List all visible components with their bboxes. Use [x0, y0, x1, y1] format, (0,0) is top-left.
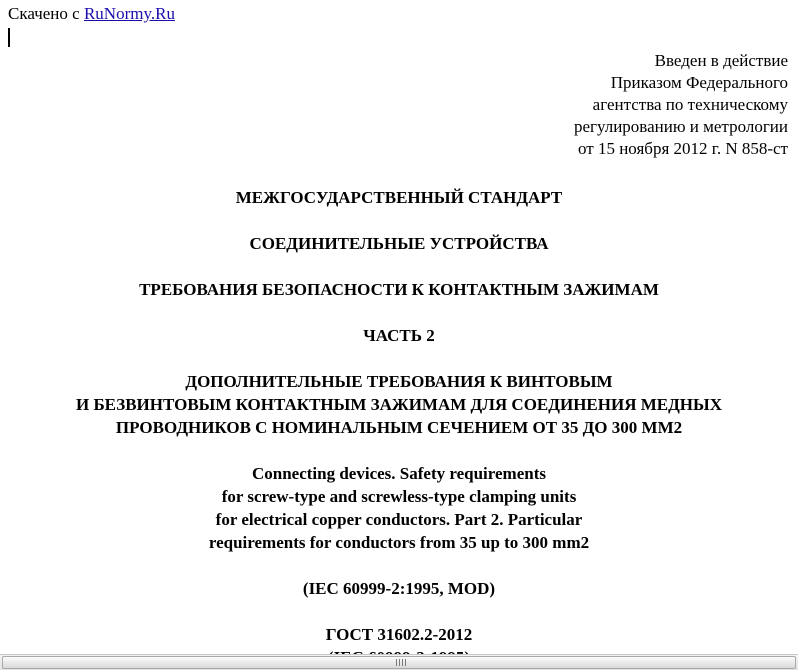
title-main-heading: СОЕДИНИТЕЛЬНЫЕ УСТРОЙСТВА	[249, 234, 549, 253]
title-sub-heading: ТРЕБОВАНИЯ БЕЗОПАСНОСТИ К КОНТАКТНЫМ ЗАЖИМАМ	[139, 280, 659, 299]
download-prefix: Скачено с	[8, 4, 84, 23]
enactment-block	[574, 50, 788, 160]
english-title-line: for screw-type and screwless-type clamping units	[221, 487, 577, 506]
gost-number: ГОСТ 31602.2-2012	[325, 625, 473, 644]
english-title-line: requirements for conductors from 35 up to 300 mm2	[208, 533, 590, 552]
text-cursor	[8, 28, 10, 47]
enactment-line: регулированию и метрологии	[573, 117, 788, 136]
english-title-line: for electrical copper conductors. Part 2. Particular	[215, 510, 583, 529]
english-title-block	[0, 462, 798, 554]
standard-type-heading: МЕЖГОСУДАРСТВЕННЫЙ СТАНДАРТ	[235, 188, 563, 207]
part-title-line: И БЕЗВИНТОВЫМ КОНТАКТНЫМ ЗАЖИМАМ ДЛЯ СОЕДИНЕНИЯ МЕДНЫХ	[75, 395, 723, 414]
scrollbar-thumb[interactable]	[2, 656, 796, 669]
enactment-line: Введен в действие	[654, 51, 788, 70]
grip-icon	[396, 659, 406, 666]
part-title-line: ДОПОЛНИТЕЛЬНЫЕ ТРЕБОВАНИЯ К ВИНТОВЫМ	[185, 372, 613, 391]
enactment-line: агентства по техническому	[592, 95, 788, 114]
english-title-line: Connecting devices. Safety requirements	[251, 464, 546, 483]
part-title-block	[0, 370, 798, 439]
part-title-line: ПРОВОДНИКОВ С НОМИНАЛЬНЫМ СЕЧЕНИЕМ ОТ 35 ДО 300 ММ2	[115, 418, 683, 437]
enactment-line: Приказом Федерального	[610, 73, 788, 92]
enactment-line: от 15 ноября 2012 г. N 858-ст	[578, 139, 788, 158]
iec-reference: (IEC 60999-2:1995, MOD)	[302, 579, 496, 598]
horizontal-scrollbar[interactable]	[0, 654, 798, 670]
download-source-line	[8, 4, 175, 24]
runormy-link[interactable]: RuNormy.Ru	[83, 4, 175, 23]
part-heading: ЧАСТЬ 2	[363, 326, 435, 345]
